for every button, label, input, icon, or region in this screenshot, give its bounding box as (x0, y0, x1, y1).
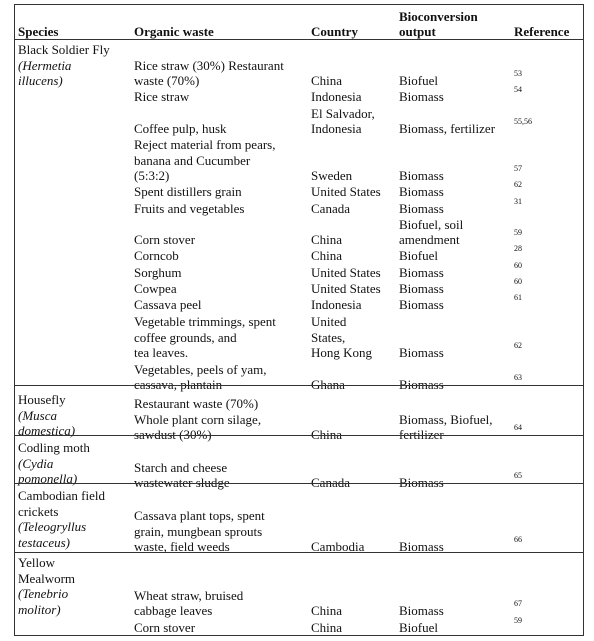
organic-waste-cell: Rice straw (30%) Restaurant waste (70%) (134, 57, 284, 88)
reference-cell: 57 (514, 164, 522, 173)
bioconversion-output-cell: Biomass (399, 168, 444, 183)
organic-waste-cell: Starch and cheese wastewater sludge (134, 459, 230, 490)
bioconversion-output-cell: Biomass (399, 201, 444, 216)
organic-waste-cell: Sorghum (134, 265, 182, 280)
organic-waste-cell: Corncob (134, 248, 179, 263)
organic-waste-cell: Reject material from pears, banana and Cucumber (5:3:2) (134, 137, 276, 183)
reference-cell: 60 (514, 277, 522, 286)
country-cell: China (311, 620, 343, 635)
bioconversion-output-cell: Biomass, Biofuel, fertilizer (399, 411, 493, 442)
country-cell: Canada (311, 475, 350, 490)
document-page (14, 4, 584, 636)
reference-cell: 63 (514, 373, 522, 382)
organic-waste-cell: Coffee pulp, husk (134, 121, 227, 136)
reference-cell: 54 (514, 85, 522, 94)
reference-cell: 31 (514, 197, 522, 206)
header-country: Country (311, 24, 358, 39)
reference-cell: 62 (514, 180, 522, 189)
country-cell: China (311, 603, 343, 618)
country-cell: Ghana (311, 377, 345, 392)
organic-waste-cell: Vegetable trimmings, spent coffee grounds, and tea leaves. (134, 314, 276, 360)
species-scientific-name: (Tenebrio molitor) (18, 586, 69, 617)
species-group-divider (14, 435, 584, 436)
country-cell: China (311, 427, 343, 442)
country-cell: United States (311, 281, 381, 296)
table-right-border (583, 4, 584, 636)
species-scientific-name: (Hermetia illucens) (18, 57, 72, 88)
species-common-name: Housefly (18, 392, 66, 407)
reference-cell: 55,56 (514, 117, 532, 126)
country-cell: United States (311, 184, 381, 199)
species-scientific-name: (Cydia pomonella) (18, 455, 78, 486)
bioconversion-output-cell: Biomass (399, 539, 444, 554)
table-bottom-border (14, 635, 584, 636)
species-common-name: Yellow Mealworm (18, 555, 76, 586)
reference-cell: 59 (514, 228, 522, 237)
reference-cell: 53 (514, 69, 522, 78)
species-scientific-name: (Musca domestica) (18, 407, 76, 438)
reference-cell: 59 (514, 616, 522, 625)
bioconversion-output-cell: Biomass (399, 89, 444, 104)
country-cell: United States, Hong Kong (311, 314, 373, 360)
country-cell: China (311, 248, 343, 263)
bioconversion-output-cell: Biomass (399, 297, 444, 312)
bioconversion-output-cell: Biofuel (399, 73, 438, 88)
bioconversion-output-cell: Biomass (399, 603, 444, 618)
header-reference: Reference (514, 24, 570, 39)
bioconversion-output-cell: Biomass (399, 475, 444, 490)
header-species: Species (18, 24, 59, 39)
bioconversion-output-cell: Biofuel (399, 620, 438, 635)
country-cell: Sweden (311, 168, 353, 183)
header-waste: Organic waste (134, 24, 214, 39)
organic-waste-cell: Cowpea (134, 281, 177, 296)
reference-cell: 60 (514, 261, 522, 270)
table-left-border (14, 4, 15, 636)
organic-waste-cell: Fruits and vegetables (134, 201, 245, 216)
bioconversion-output-cell: Biofuel (399, 248, 438, 263)
species-common-name: Codling moth (18, 440, 90, 455)
reference-cell: 66 (514, 535, 522, 544)
bioconversion-output-cell: Biomass (399, 377, 444, 392)
species-group-divider (14, 483, 584, 484)
country-cell: Indonesia (311, 89, 362, 104)
bioconversion-table (14, 4, 584, 636)
species-group-divider (14, 385, 584, 386)
bioconversion-output-cell: Biomass (399, 281, 444, 296)
country-cell: United States (311, 265, 381, 280)
bioconversion-output-cell: Biomass (399, 265, 444, 280)
organic-waste-cell: Corn stover (134, 620, 196, 635)
header-output: Bioconversion output (399, 8, 478, 39)
reference-cell: 61 (514, 293, 522, 302)
organic-waste-cell: Vegetables, peels of yam, cassava, plantain (134, 361, 267, 392)
reference-cell: 64 (514, 423, 522, 432)
species-common-name: Black Soldier Fly (18, 42, 110, 57)
table-top-border (14, 4, 584, 5)
country-cell: Canada (311, 201, 350, 216)
reference-cell: 67 (514, 599, 522, 608)
header-divider (14, 39, 584, 40)
country-cell: Indonesia (311, 297, 362, 312)
country-cell: Cambodia (311, 539, 365, 554)
bioconversion-output-cell: Biomass, fertilizer (399, 121, 496, 136)
species-scientific-name: (Teleogryllus testaceus) (18, 519, 87, 550)
organic-waste-cell: Cassava peel (134, 297, 202, 312)
reference-cell: 62 (514, 341, 522, 350)
organic-waste-cell: Wheat straw, bruised cabbage leaves (134, 587, 244, 618)
reference-cell: 28 (514, 244, 522, 253)
species-common-name: Cambodian field crickets (18, 488, 106, 519)
organic-waste-cell: Cassava plant tops, spent grain, mungbean sprouts waste, field weeds (134, 508, 265, 554)
bioconversion-output-cell: Biofuel, soil amendment (399, 216, 464, 247)
organic-waste-cell: Spent distillers grain (134, 184, 242, 199)
country-cell: China (311, 73, 343, 88)
country-cell: China (311, 232, 343, 247)
organic-waste-cell: Corn stover (134, 232, 196, 247)
species-group-divider (14, 552, 584, 553)
organic-waste-cell: Rice straw (134, 89, 190, 104)
bioconversion-output-cell: Biomass (399, 184, 444, 199)
organic-waste-cell: Restaurant waste (70%) Whole plant corn silage, sawdust (30%) (134, 396, 262, 442)
bioconversion-output-cell: Biomass (399, 345, 444, 360)
country-cell: El Salvador, Indonesia (311, 105, 375, 136)
reference-cell: 65 (514, 471, 522, 480)
